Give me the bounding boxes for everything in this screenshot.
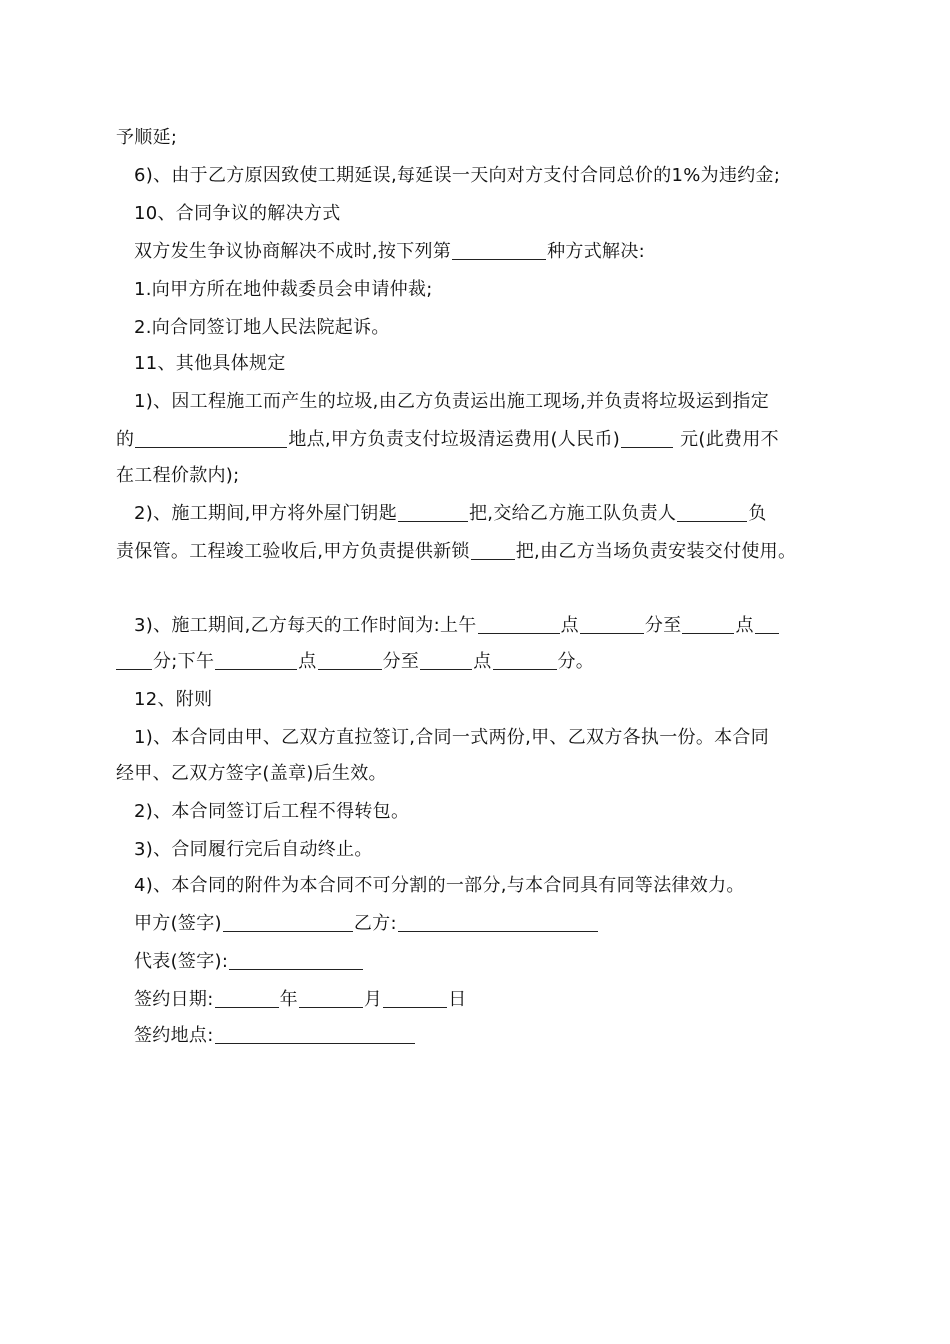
line-text: 点 — [735, 615, 754, 636]
blank-field[interactable] — [471, 539, 515, 560]
blank-field[interactable] — [621, 427, 673, 448]
line-text: 1)、本合同由甲、乙双方直拉签订,合同一式两份,甲、乙双方各执一份。本合同 — [134, 727, 770, 748]
clause-6-penalty — [134, 162, 854, 190]
blank-field[interactable] — [682, 613, 734, 634]
clause-termination — [134, 836, 854, 864]
line-text: 负 — [748, 503, 767, 524]
line-text: 的 — [116, 429, 135, 450]
clause-attachments — [134, 872, 854, 900]
clause-keys — [134, 500, 854, 528]
line-text: 2)、本合同签订后工程不得转包。 — [134, 801, 410, 822]
line-text: 种方式解决: — [547, 241, 645, 262]
option-arbitration — [134, 276, 854, 304]
blank-field[interactable] — [452, 239, 546, 260]
year-field[interactable] — [215, 987, 279, 1008]
line-text: 在工程价款内); — [116, 465, 240, 486]
signature-date — [134, 986, 854, 1014]
clause-worktime-cont — [116, 648, 836, 676]
line-text: 10、合同争议的解决方式 — [134, 203, 341, 224]
month-field[interactable] — [299, 987, 363, 1008]
section-12-heading — [134, 686, 854, 714]
line-text: 3)、施工期间,乙方每天的工作时间为:上午 — [134, 615, 477, 636]
day-field[interactable] — [383, 987, 447, 1008]
line-text: 4)、本合同的附件为本合同不可分割的一部分,与本合同具有同等法律效力。 — [134, 875, 745, 896]
blank-field[interactable] — [493, 649, 557, 670]
line-text: 1)、因工程施工而产生的垃圾,由乙方负责运出施工现场,并负责将垃圾运到指定 — [134, 391, 770, 412]
line-text: 3)、合同履行完后自动终止。 — [134, 839, 373, 860]
clause-worktime — [134, 612, 844, 640]
clause-keys-cont — [116, 538, 856, 566]
party-b-signature-field[interactable] — [398, 911, 598, 932]
section-11-heading — [134, 350, 854, 378]
blank-field[interactable] — [677, 501, 747, 522]
line-text: 分至 — [382, 651, 420, 672]
option-court — [134, 314, 854, 342]
clause-no-subcontract — [134, 798, 854, 826]
clause-signing-cont — [116, 760, 836, 788]
blank-field[interactable] — [420, 649, 472, 670]
blank-field[interactable] — [116, 649, 152, 670]
line-text: 双方发生争议协商解决不成时,按下列第 — [134, 241, 452, 262]
clause-garbage — [134, 388, 854, 416]
line-text: 把,由乙方当场负责安装交付使用。 — [515, 541, 797, 562]
line-text: 6)、由于乙方原因致使工期延误,每延误一天向对方支付合同总价的1%为违约金; — [134, 165, 781, 186]
party-a-signature-field[interactable] — [223, 911, 353, 932]
line-text: 经甲、乙双方签字(盖章)后生效。 — [116, 763, 387, 784]
blank-field[interactable] — [318, 649, 382, 670]
line-text: 元(此费用不 — [680, 429, 779, 450]
clause-garbage-end — [116, 462, 836, 490]
section-10-heading — [134, 200, 854, 228]
blank-field[interactable] — [135, 427, 287, 448]
line-text: 签约日期: — [134, 989, 214, 1010]
line-text: 2)、施工期间,甲方将外屋门钥匙 — [134, 503, 397, 524]
blank-field[interactable] — [398, 501, 468, 522]
line-text: 责保管。工程竣工验收后,甲方负责提供新锁 — [116, 541, 470, 562]
line-text: 12、附则 — [134, 689, 213, 710]
line-text: 日 — [448, 989, 467, 1010]
signature-representative — [134, 948, 854, 976]
line-text: 分至 — [644, 615, 682, 636]
line-text: 把,交给乙方施工队负责人 — [469, 503, 677, 524]
clause-signing — [134, 724, 854, 752]
line-text: 分;下午 — [153, 651, 215, 672]
line-text: 分。 — [557, 651, 595, 672]
representative-signature-field[interactable] — [229, 949, 363, 970]
line-text: 年 — [279, 989, 298, 1010]
dispute-method-line — [134, 238, 854, 266]
blank-field[interactable] — [580, 613, 644, 634]
line-text: 点 — [473, 651, 492, 672]
line-text: 签约地点: — [134, 1025, 214, 1046]
line-text: 11、其他具体规定 — [134, 353, 286, 374]
text-line — [116, 124, 836, 152]
signature-parties — [134, 910, 854, 938]
line-text: 1.向甲方所在地仲裁委员会申请仲裁; — [134, 279, 433, 300]
line-text: 点 — [560, 615, 579, 636]
line-text: 乙方: — [353, 913, 397, 934]
place-field[interactable] — [215, 1023, 415, 1044]
line-text: 地点,甲方负责支付垃圾清运费用(人民币) — [288, 429, 621, 450]
blank-field[interactable] — [215, 649, 297, 670]
line-text: 予顺延; — [116, 127, 178, 148]
clause-garbage-cont — [116, 426, 836, 454]
line-text: 2.向合同签订地人民法院起诉。 — [134, 317, 390, 338]
line-text: 月 — [363, 989, 383, 1010]
line-text: 甲方(签字) — [134, 913, 222, 934]
line-text: 点 — [298, 651, 317, 672]
signature-place — [134, 1022, 854, 1050]
line-text: 代表(签字): — [134, 951, 229, 972]
blank-field[interactable] — [755, 613, 779, 634]
blank-field[interactable] — [478, 613, 560, 634]
